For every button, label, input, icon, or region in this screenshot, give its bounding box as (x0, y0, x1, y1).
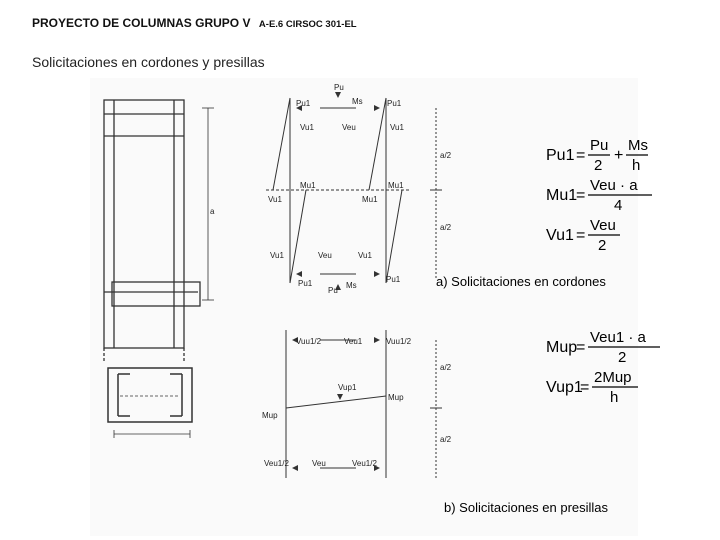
page-subtitle: Solicitaciones en cordones y presillas (32, 54, 265, 70)
header-title: PROYECTO DE COLUMNAS GRUPO V (32, 16, 251, 30)
equation-mup (546, 329, 660, 366)
svg-text:Pu: Pu (590, 137, 609, 154)
label-vu1-right: Vu1 (390, 123, 404, 132)
svg-text:Vup1: Vup1 (546, 379, 583, 396)
label-mu1-c: Mu1 (362, 195, 378, 204)
label-veu-bottom: Veu (318, 251, 332, 260)
svg-text:2Mup: 2Mup (594, 369, 632, 386)
svg-text:Veu · a: Veu · a (590, 177, 638, 194)
svg-text:Vu1: Vu1 (546, 227, 574, 244)
label-pu1-bottom-right: Pu1 (386, 275, 401, 284)
caption-cordones: a) Solicitaciones en cordones (436, 274, 606, 289)
label-vu1-left: Vu1 (300, 123, 314, 132)
header (32, 14, 357, 32)
equation-vup1 (546, 369, 638, 406)
equation-vu1 (546, 217, 620, 254)
label-ms-bottom: Ms (346, 281, 357, 290)
label-pu1-bottom-left: Pu1 (298, 279, 313, 288)
svg-text:=: = (576, 339, 586, 356)
label-a-half-4: a/2 (440, 435, 452, 444)
label-mu1-b: Mu1 (388, 181, 404, 190)
label-pu1-right: Pu1 (387, 99, 402, 108)
svg-text:=: = (580, 379, 590, 396)
label-a-half-3: a/2 (440, 363, 452, 372)
label-pu: Pu (334, 83, 344, 92)
label-mup-left: Mup (262, 411, 278, 420)
label-ms: Ms (352, 97, 363, 106)
svg-text:h: h (610, 389, 619, 406)
equations-panel (540, 130, 718, 510)
label-veu1-2-left: Veu1/2 (264, 459, 289, 468)
svg-text:4: 4 (614, 197, 623, 214)
svg-text:Mup: Mup (546, 339, 578, 356)
label-veu1-2-right: Veu1/2 (352, 459, 377, 468)
label-pu-bottom: Pu (328, 286, 338, 295)
caption-presillas: b) Solicitaciones en presillas (444, 500, 609, 515)
label-a-half-1: a/2 (440, 151, 452, 160)
svg-text:=: = (576, 187, 586, 204)
svg-text:2: 2 (618, 349, 627, 366)
svg-text:Pu1: Pu1 (546, 147, 575, 164)
svg-text:+: + (614, 147, 624, 164)
label-vu1-lower-left: Vu1 (270, 251, 284, 260)
svg-text:=: = (576, 227, 586, 244)
svg-text:h: h (632, 157, 641, 174)
label-vu1-lower-right: Vu1 (358, 251, 372, 260)
label-vu1-mid: Vu1 (268, 195, 282, 204)
svg-text:2: 2 (594, 157, 603, 174)
label-pu1-left: Pu1 (296, 99, 311, 108)
label-veu-mid: Veu (312, 459, 326, 468)
label-veu-top: Veu (342, 123, 356, 132)
dim-a-label: a (210, 207, 215, 216)
svg-text:Ms: Ms (628, 137, 648, 154)
label-a-half-2: a/2 (440, 223, 452, 232)
svg-text:2: 2 (598, 237, 607, 254)
svg-text:Mu1: Mu1 (546, 187, 578, 204)
equation-mu1 (546, 177, 652, 214)
svg-text:Veu: Veu (590, 217, 616, 234)
svg-text:=: = (576, 147, 586, 164)
header-code: A-E.6 CIRSOC 301-EL (258, 19, 357, 30)
svg-text:Veu1 · a: Veu1 · a (590, 329, 646, 346)
equation-pu1 (546, 137, 648, 174)
label-veu1: Veu1 (344, 337, 363, 346)
label-vuu1-2-right: Vuu1/2 (386, 337, 412, 346)
label-mu1-a: Mu1 (300, 181, 316, 190)
label-vuu1-2-left: Vuu1/2 (296, 337, 322, 346)
label-mup-right: Mup (388, 393, 404, 402)
label-vup1: Vup1 (338, 383, 357, 392)
